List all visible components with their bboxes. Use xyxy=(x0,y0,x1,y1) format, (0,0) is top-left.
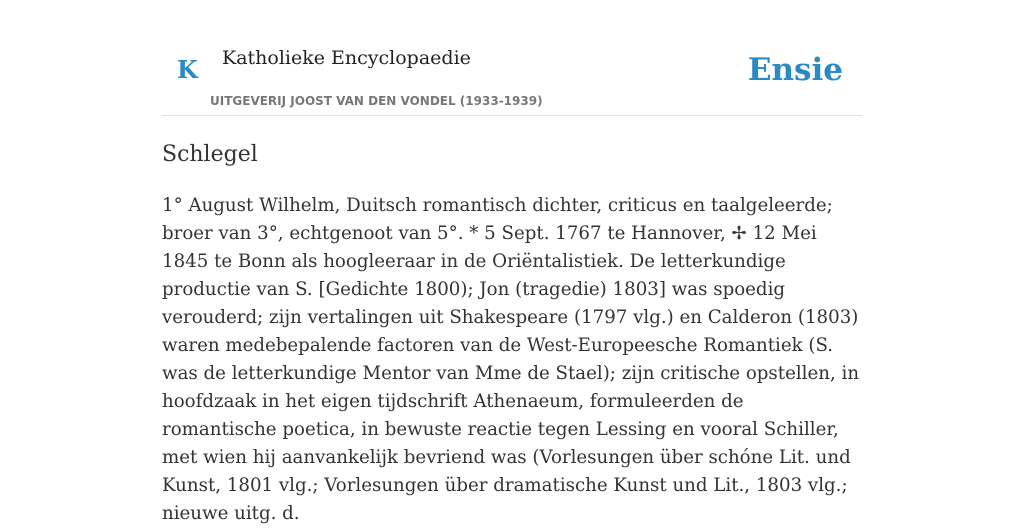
entry-title: Schlegel xyxy=(162,142,258,167)
publisher-label: UITGEVERIJ JOOST VAN DEN VONDEL (1933-1939) xyxy=(210,94,543,108)
ensie-logo[interactable]: Ensie xyxy=(747,52,843,88)
header-divider xyxy=(162,115,862,116)
encyclopedia-logo[interactable]: K xyxy=(177,55,198,84)
entry-body: 1° August Wilhelm, Duitsch romantisch dichter, criticus en taalgeleerde; broer van 3°, echtgenoot van 5°. * 5 Sept. 1767 te Hannover, ✢ 12 Mei 1845 te Bonn als hoogleeraar in de Oriëntalistiek. De letterkundige productie van S. [Gedichte 1800); Jon (tragedie) 1803] was spoedig verouderd; zijn vertalingen uit Shakespeare (1797 vlg.) en Calderon (1803) waren medebepalende factoren van de West-Europeesche Romantiek (S. was de letterkundige Mentor van Mme de Stael); zijn critische opstellen, in hoofdzaak in het eigen tijdschrift Athenaeum, formuleerden de romantische poetica, in bewuste reactie tegen Lessing en vooral Schiller, met wien hij aanvankelijk bevriend was (Vorlesungen über schóne Lit. und Kunst, 1801 vlg.; Vorlesungen über dramatische Kunst und Lit., 1803 vlg.; nieuwe uitg. d. xyxy=(162,195,860,524)
encyclopedia-title[interactable]: Katholieke Encyclopaedie xyxy=(222,47,471,69)
